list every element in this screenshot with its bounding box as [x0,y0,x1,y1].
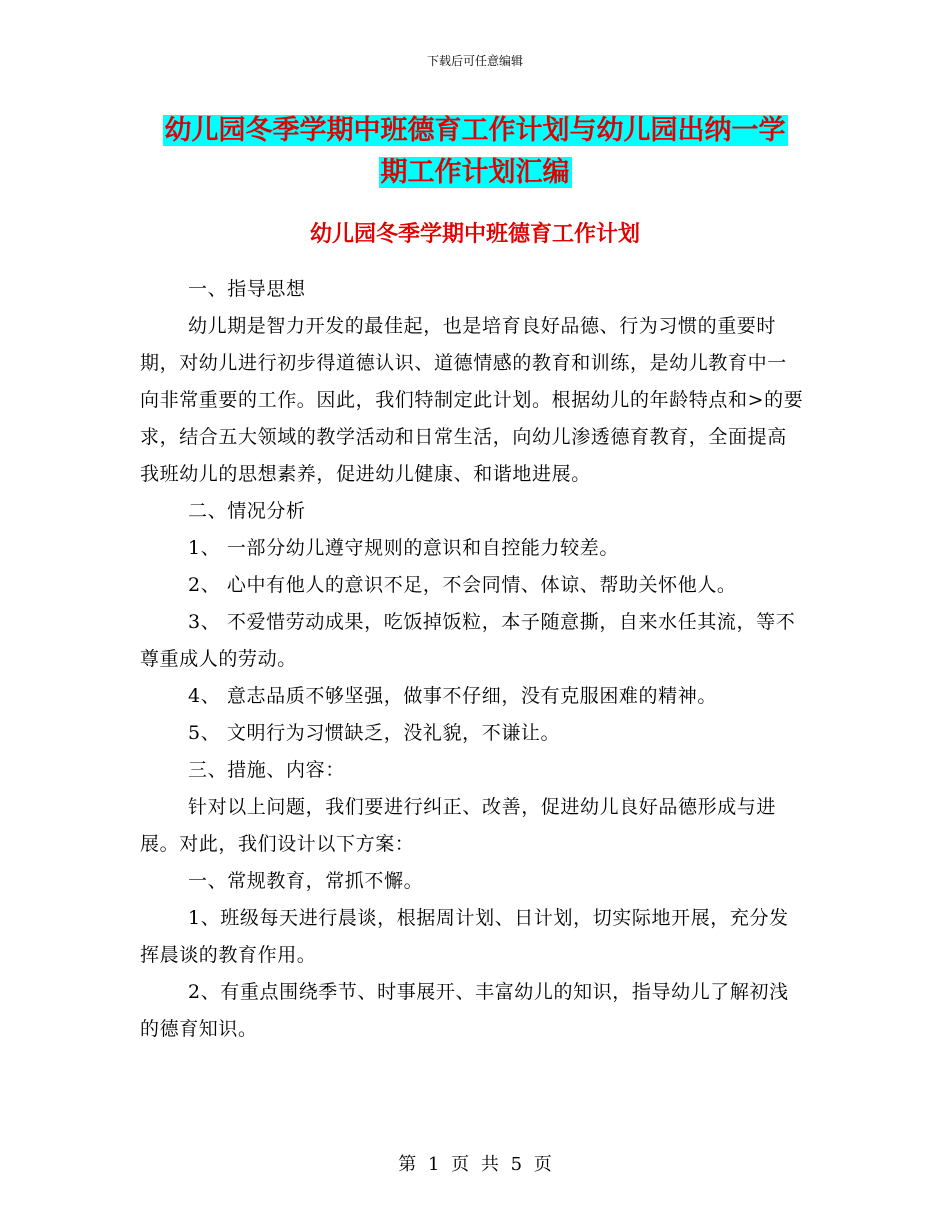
section-title: 幼儿园冬季学期中班德育工作计划 [309,222,640,247]
document-title [140,110,810,194]
analysis-item-1: 1、 一部分幼儿遵守规则的意识和自控能力较差。 [188,537,619,559]
paragraph-guiding-thought: 幼儿期是智力开发的最佳起，也是培育良好品德、行为习惯的重要时期，对幼儿进行初步得道德认识、道德情感的教育和训练，是幼儿教育中一向非常重要的工作。因此，我们特制定此计划。根据幼儿的年龄特点和>的要求，结合五大领域的教学活动和日常生活，向幼儿渗透德育教育，全面提高我班幼儿的思想素养，促进幼儿健康、和谐地进展。 [140,315,804,485]
title-line-1: 幼儿园冬季学期中班德育工作计划与幼儿园出纳一学 [164,115,786,146]
paragraph-measures-intro: 针对以上问题，我们要进行纠正、改善，促进幼儿良好品德形成与进展。对此，我们设计以下方案： [140,796,777,855]
analysis-item-4: 4、 意志品质不够坚强，做事不仔细，没有克服困难的精神。 [188,685,717,707]
title-line-2: 期工作计划汇编 [380,157,570,188]
heading-situation-analysis: 二、情况分析 [188,500,306,522]
routine-item-2: 2、有重点围绕季节、时事展开、丰富幼儿的知识，指导幼儿了解初浅的德育知识。 [140,981,789,1040]
analysis-item-5: 5、 文明行为习惯缺乏，没礼貌，不谦让。 [188,722,561,744]
analysis-item-2: 2、 心中有他人的意识不足，不会同情、体谅、帮助关怀他人。 [188,574,737,596]
analysis-item-3: 3、 不爱惜劳动成果，吃饭掉饭粒，本子随意撕，自来水任其流，等不尊重成人的劳动。 [140,611,796,670]
heading-guiding-thought: 一、指导思想 [188,278,306,300]
heading-routine-education: 一、常规教育，常抓不懈。 [188,870,424,892]
page-footer: 第 1 页 共 5 页 [398,1154,552,1175]
routine-item-1: 1、班级每天进行晨谈，根据周计划、日计划，切实际地开展，充分发挥晨谈的教育作用。 [140,907,789,966]
document-body [140,271,806,1048]
header-note: 下载后可任意编辑 [426,54,523,68]
heading-measures: 三、措施、内容： [188,759,345,781]
